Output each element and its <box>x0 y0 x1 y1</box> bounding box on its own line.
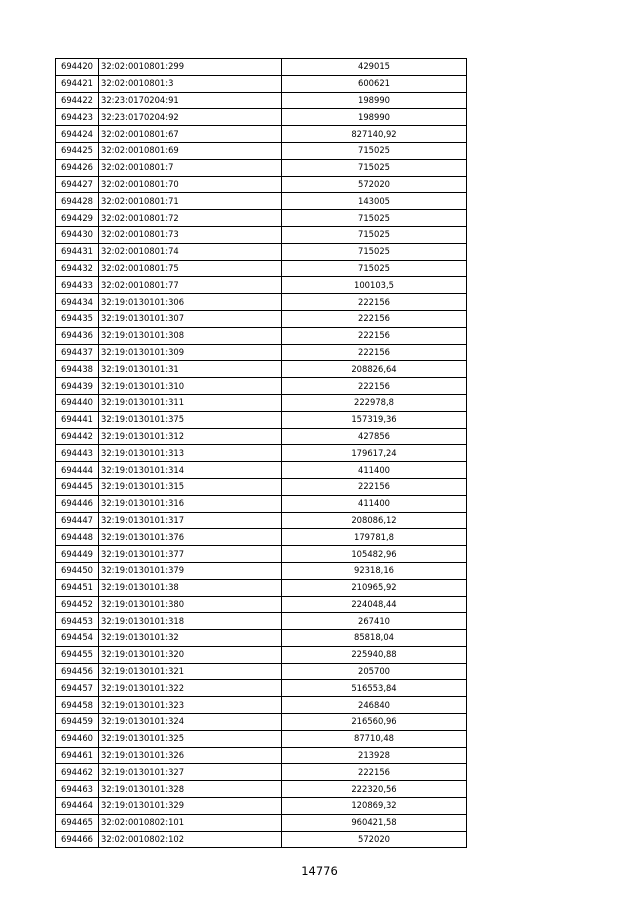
value-cell: 411400 <box>282 462 467 479</box>
cadastral-number-cell: 32:02:0010801:74 <box>99 243 282 260</box>
table-row <box>56 663 467 680</box>
table-row <box>56 562 467 579</box>
cadastral-number-cell: 32:02:0010801:73 <box>99 226 282 243</box>
cadastral-number-cell: 32:19:0130101:376 <box>99 529 282 546</box>
cadastral-number-cell: 32:19:0130101:326 <box>99 747 282 764</box>
table-row <box>56 159 467 176</box>
value-cell: 100103,5 <box>282 277 467 294</box>
value-cell: 216560,96 <box>282 714 467 731</box>
row-number-cell: 694447 <box>56 512 99 529</box>
table-row <box>56 478 467 495</box>
row-number-cell: 694461 <box>56 747 99 764</box>
row-number-cell: 694442 <box>56 428 99 445</box>
row-number-cell: 694439 <box>56 378 99 395</box>
value-cell: 411400 <box>282 495 467 512</box>
row-number-cell: 694429 <box>56 210 99 227</box>
cadastral-number-cell: 32:19:0130101:313 <box>99 445 282 462</box>
cadastral-number-cell: 32:19:0130101:316 <box>99 495 282 512</box>
cadastral-number-cell: 32:19:0130101:309 <box>99 344 282 361</box>
table-row <box>56 277 467 294</box>
value-cell: 222978,8 <box>282 394 467 411</box>
table-row <box>56 226 467 243</box>
table-row <box>56 646 467 663</box>
value-cell: 827140,92 <box>282 126 467 143</box>
cadastral-number-cell: 32:19:0130101:306 <box>99 294 282 311</box>
value-cell: 92318,16 <box>282 562 467 579</box>
value-cell: 143005 <box>282 193 467 210</box>
value-cell: 120869,32 <box>282 798 467 815</box>
row-number-cell: 694428 <box>56 193 99 210</box>
table-row <box>56 798 467 815</box>
cadastral-number-cell: 32:02:0010801:299 <box>99 59 282 76</box>
table-row <box>56 142 467 159</box>
table-row <box>56 260 467 277</box>
cadastral-number-cell: 32:19:0130101:379 <box>99 562 282 579</box>
value-cell: 429015 <box>282 59 467 76</box>
value-cell: 208086,12 <box>282 512 467 529</box>
value-cell: 179781,8 <box>282 529 467 546</box>
cadastral-number-cell: 32:19:0130101:324 <box>99 714 282 731</box>
value-cell: 87710,48 <box>282 730 467 747</box>
table-row <box>56 462 467 479</box>
row-number-cell: 694434 <box>56 294 99 311</box>
cadastral-number-cell: 32:19:0130101:307 <box>99 310 282 327</box>
table-row <box>56 344 467 361</box>
cadastral-number-cell: 32:19:0130101:310 <box>99 378 282 395</box>
cadastral-value-table <box>55 58 467 848</box>
value-cell: 222156 <box>282 478 467 495</box>
row-number-cell: 694459 <box>56 714 99 731</box>
table-row <box>56 243 467 260</box>
row-number-cell: 694437 <box>56 344 99 361</box>
cadastral-number-cell: 32:19:0130101:38 <box>99 579 282 596</box>
table-row <box>56 109 467 126</box>
row-number-cell: 694424 <box>56 126 99 143</box>
value-cell: 715025 <box>282 226 467 243</box>
row-number-cell: 694462 <box>56 764 99 781</box>
row-number-cell: 694466 <box>56 831 99 848</box>
table-row <box>56 428 467 445</box>
table-row <box>56 210 467 227</box>
table-row <box>56 697 467 714</box>
table-row <box>56 512 467 529</box>
cadastral-number-cell: 32:19:0130101:311 <box>99 394 282 411</box>
row-number-cell: 694421 <box>56 75 99 92</box>
row-number-cell: 694450 <box>56 562 99 579</box>
cadastral-number-cell: 32:19:0130101:31 <box>99 361 282 378</box>
row-number-cell: 694427 <box>56 176 99 193</box>
cadastral-number-cell: 32:02:0010801:70 <box>99 176 282 193</box>
cadastral-number-cell: 32:19:0130101:321 <box>99 663 282 680</box>
cadastral-number-cell: 32:02:0010801:67 <box>99 126 282 143</box>
table-row <box>56 781 467 798</box>
table-row <box>56 193 467 210</box>
row-number-cell: 694456 <box>56 663 99 680</box>
row-number-cell: 694463 <box>56 781 99 798</box>
value-cell: 179617,24 <box>282 445 467 462</box>
cadastral-number-cell: 32:19:0130101:323 <box>99 697 282 714</box>
table-row <box>56 714 467 731</box>
value-cell: 427856 <box>282 428 467 445</box>
table-row <box>56 445 467 462</box>
row-number-cell: 694425 <box>56 142 99 159</box>
table-row <box>56 411 467 428</box>
row-number-cell: 694445 <box>56 478 99 495</box>
row-number-cell: 694458 <box>56 697 99 714</box>
table-row <box>56 764 467 781</box>
value-cell: 157319,36 <box>282 411 467 428</box>
cadastral-number-cell: 32:19:0130101:308 <box>99 327 282 344</box>
table-row <box>56 361 467 378</box>
row-number-cell: 694435 <box>56 310 99 327</box>
cadastral-number-cell: 32:19:0130101:325 <box>99 730 282 747</box>
cadastral-number-cell: 32:19:0130101:375 <box>99 411 282 428</box>
table-row <box>56 294 467 311</box>
table-row <box>56 630 467 647</box>
value-cell: 224048,44 <box>282 596 467 613</box>
row-number-cell: 694446 <box>56 495 99 512</box>
cadastral-number-cell: 32:19:0130101:315 <box>99 478 282 495</box>
row-number-cell: 694440 <box>56 394 99 411</box>
row-number-cell: 694426 <box>56 159 99 176</box>
value-cell: 210965,92 <box>282 579 467 596</box>
cadastral-number-cell: 32:02:0010801:69 <box>99 142 282 159</box>
cadastral-number-cell: 32:02:0010801:77 <box>99 277 282 294</box>
row-number-cell: 694441 <box>56 411 99 428</box>
row-number-cell: 694420 <box>56 59 99 76</box>
table-row <box>56 546 467 563</box>
table-row <box>56 613 467 630</box>
cadastral-number-cell: 32:19:0130101:328 <box>99 781 282 798</box>
value-cell: 222156 <box>282 344 467 361</box>
value-cell: 198990 <box>282 92 467 109</box>
row-number-cell: 694460 <box>56 730 99 747</box>
page-number: 14776 <box>301 864 338 878</box>
row-number-cell: 694431 <box>56 243 99 260</box>
value-cell: 222156 <box>282 310 467 327</box>
table-row <box>56 92 467 109</box>
cadastral-number-cell: 32:19:0130101:318 <box>99 613 282 630</box>
row-number-cell: 694449 <box>56 546 99 563</box>
value-cell: 213928 <box>282 747 467 764</box>
row-number-cell: 694432 <box>56 260 99 277</box>
cadastral-number-cell: 32:19:0130101:329 <box>99 798 282 815</box>
value-cell: 572020 <box>282 176 467 193</box>
row-number-cell: 694464 <box>56 798 99 815</box>
cadastral-number-cell: 32:19:0130101:314 <box>99 462 282 479</box>
row-number-cell: 694457 <box>56 680 99 697</box>
cadastral-number-cell: 32:19:0130101:32 <box>99 630 282 647</box>
cadastral-number-cell: 32:02:0010801:72 <box>99 210 282 227</box>
table-row <box>56 59 467 76</box>
row-number-cell: 694433 <box>56 277 99 294</box>
value-cell: 222156 <box>282 764 467 781</box>
value-cell: 715025 <box>282 260 467 277</box>
table-row <box>56 126 467 143</box>
value-cell: 246840 <box>282 697 467 714</box>
cadastral-number-cell: 32:19:0130101:380 <box>99 596 282 613</box>
table-row <box>56 579 467 596</box>
cadastral-number-cell: 32:19:0130101:322 <box>99 680 282 697</box>
cadastral-number-cell: 32:23:0170204:91 <box>99 92 282 109</box>
row-number-cell: 694454 <box>56 630 99 647</box>
table-row <box>56 394 467 411</box>
row-number-cell: 694452 <box>56 596 99 613</box>
value-cell: 222320,56 <box>282 781 467 798</box>
cadastral-number-cell: 32:02:0010802:102 <box>99 831 282 848</box>
table-row <box>56 495 467 512</box>
value-cell: 222156 <box>282 327 467 344</box>
value-cell: 715025 <box>282 159 467 176</box>
value-cell: 600621 <box>282 75 467 92</box>
cadastral-number-cell: 32:02:0010802:101 <box>99 814 282 831</box>
value-cell: 222156 <box>282 294 467 311</box>
row-number-cell: 694422 <box>56 92 99 109</box>
cadastral-number-cell: 32:19:0130101:317 <box>99 512 282 529</box>
table-row <box>56 730 467 747</box>
value-cell: 198990 <box>282 109 467 126</box>
value-cell: 208826,64 <box>282 361 467 378</box>
row-number-cell: 694443 <box>56 445 99 462</box>
cadastral-number-cell: 32:19:0130101:327 <box>99 764 282 781</box>
table-body <box>56 59 467 848</box>
table-row <box>56 831 467 848</box>
value-cell: 85818,04 <box>282 630 467 647</box>
value-cell: 105482,96 <box>282 546 467 563</box>
row-number-cell: 694438 <box>56 361 99 378</box>
cadastral-number-cell: 32:02:0010801:71 <box>99 193 282 210</box>
cadastral-number-cell: 32:23:0170204:92 <box>99 109 282 126</box>
value-cell: 516553,84 <box>282 680 467 697</box>
row-number-cell: 694423 <box>56 109 99 126</box>
table-row <box>56 327 467 344</box>
row-number-cell: 694465 <box>56 814 99 831</box>
cadastral-number-cell: 32:02:0010801:75 <box>99 260 282 277</box>
value-cell: 715025 <box>282 243 467 260</box>
cadastral-number-cell: 32:19:0130101:312 <box>99 428 282 445</box>
table-row <box>56 75 467 92</box>
cadastral-number-cell: 32:19:0130101:320 <box>99 646 282 663</box>
table-row <box>56 814 467 831</box>
value-cell: 222156 <box>282 378 467 395</box>
value-cell: 715025 <box>282 142 467 159</box>
table-row <box>56 378 467 395</box>
table-row <box>56 176 467 193</box>
row-number-cell: 694430 <box>56 226 99 243</box>
row-number-cell: 694444 <box>56 462 99 479</box>
table-row <box>56 747 467 764</box>
table-row <box>56 680 467 697</box>
value-cell: 225940,88 <box>282 646 467 663</box>
value-cell: 205700 <box>282 663 467 680</box>
row-number-cell: 694448 <box>56 529 99 546</box>
cadastral-number-cell: 32:19:0130101:377 <box>99 546 282 563</box>
value-cell: 715025 <box>282 210 467 227</box>
cadastral-number-cell: 32:02:0010801:3 <box>99 75 282 92</box>
value-cell: 572020 <box>282 831 467 848</box>
row-number-cell: 694455 <box>56 646 99 663</box>
value-cell: 267410 <box>282 613 467 630</box>
row-number-cell: 694451 <box>56 579 99 596</box>
table-row <box>56 596 467 613</box>
table-row <box>56 529 467 546</box>
cadastral-number-cell: 32:02:0010801:7 <box>99 159 282 176</box>
value-cell: 960421,58 <box>282 814 467 831</box>
row-number-cell: 694453 <box>56 613 99 630</box>
row-number-cell: 694436 <box>56 327 99 344</box>
table-row <box>56 310 467 327</box>
